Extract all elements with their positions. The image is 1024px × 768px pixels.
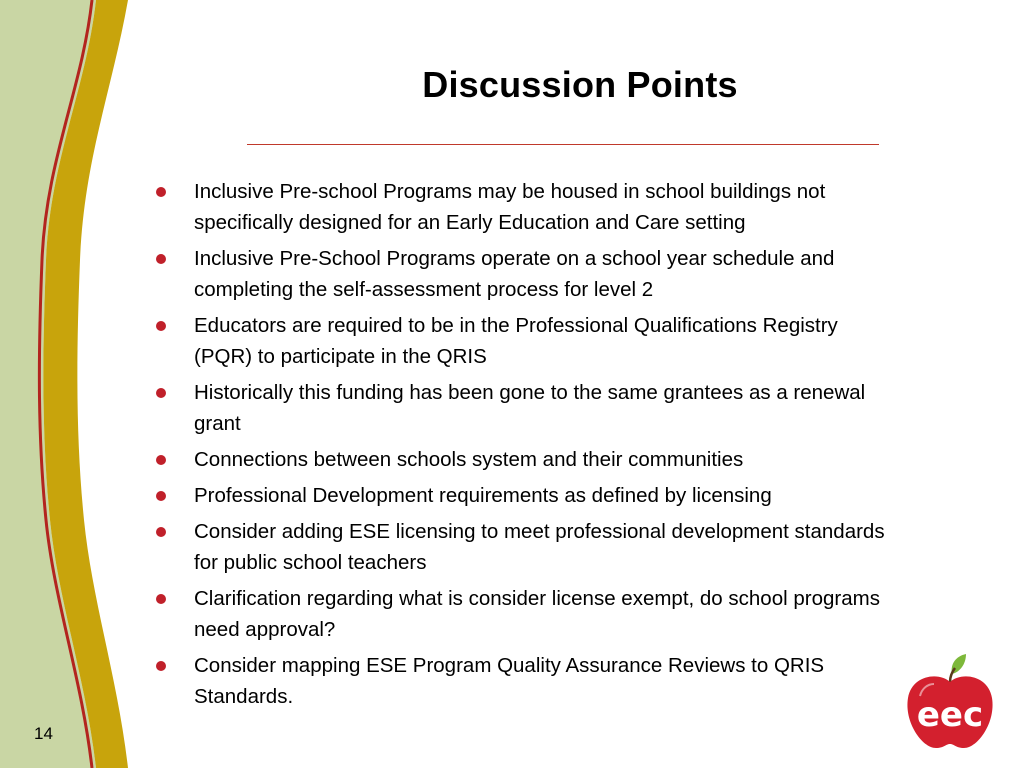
bullet-dot-icon [156,455,166,465]
bullet-item [156,516,896,578]
bullet-item [156,310,896,372]
bullet-item [156,480,896,511]
bullet-text: Professional Development requirements as defined by licensing [194,484,772,507]
bullet-dot-icon [156,491,166,501]
bullet-dot-icon [156,661,166,671]
bullet-item [156,377,896,439]
bullet-text: Consider mapping ESE Program Quality Assurance Reviews to QRIS Standards. [194,654,825,708]
bullet-item [156,444,896,475]
bullet-text: Inclusive Pre-school Programs may be housed in school buildings not specifically designed for an Early Education and Care setting [194,180,826,234]
bullet-text: Consider adding ESE licensing to meet professional development standards for public school teachers [194,520,885,574]
apple-logo-icon [900,652,1000,752]
bullet-list [156,176,896,717]
bullet-dot-icon [156,388,166,398]
bullet-text: Inclusive Pre-School Programs operate on a school year schedule and completing the self-assessment process for level 2 [194,247,835,301]
logo-text: eec [916,695,984,735]
title-divider [247,144,879,145]
bullet-dot-icon [156,594,166,604]
bullet-item [156,176,896,238]
bullet-dot-icon [156,321,166,331]
page-number: 14 [34,724,53,743]
bullet-dot-icon [156,187,166,197]
bullet-text: Connections between schools system and their communities [194,448,744,471]
bullet-text: Clarification regarding what is consider license exempt, do school programs need approval? [194,587,880,641]
bullet-text: Historically this funding has been gone to the same grantees as a renewal grant [194,381,866,435]
bullet-text: Educators are required to be in the Professional Qualifications Registry (PQR) to participate in the QRIS [194,314,838,368]
bullet-dot-icon [156,527,166,537]
slide-title: Discussion Points [422,64,738,105]
bullet-item [156,583,896,645]
bullet-dot-icon [156,254,166,264]
bullet-item [156,243,896,305]
bullet-item [156,650,896,712]
